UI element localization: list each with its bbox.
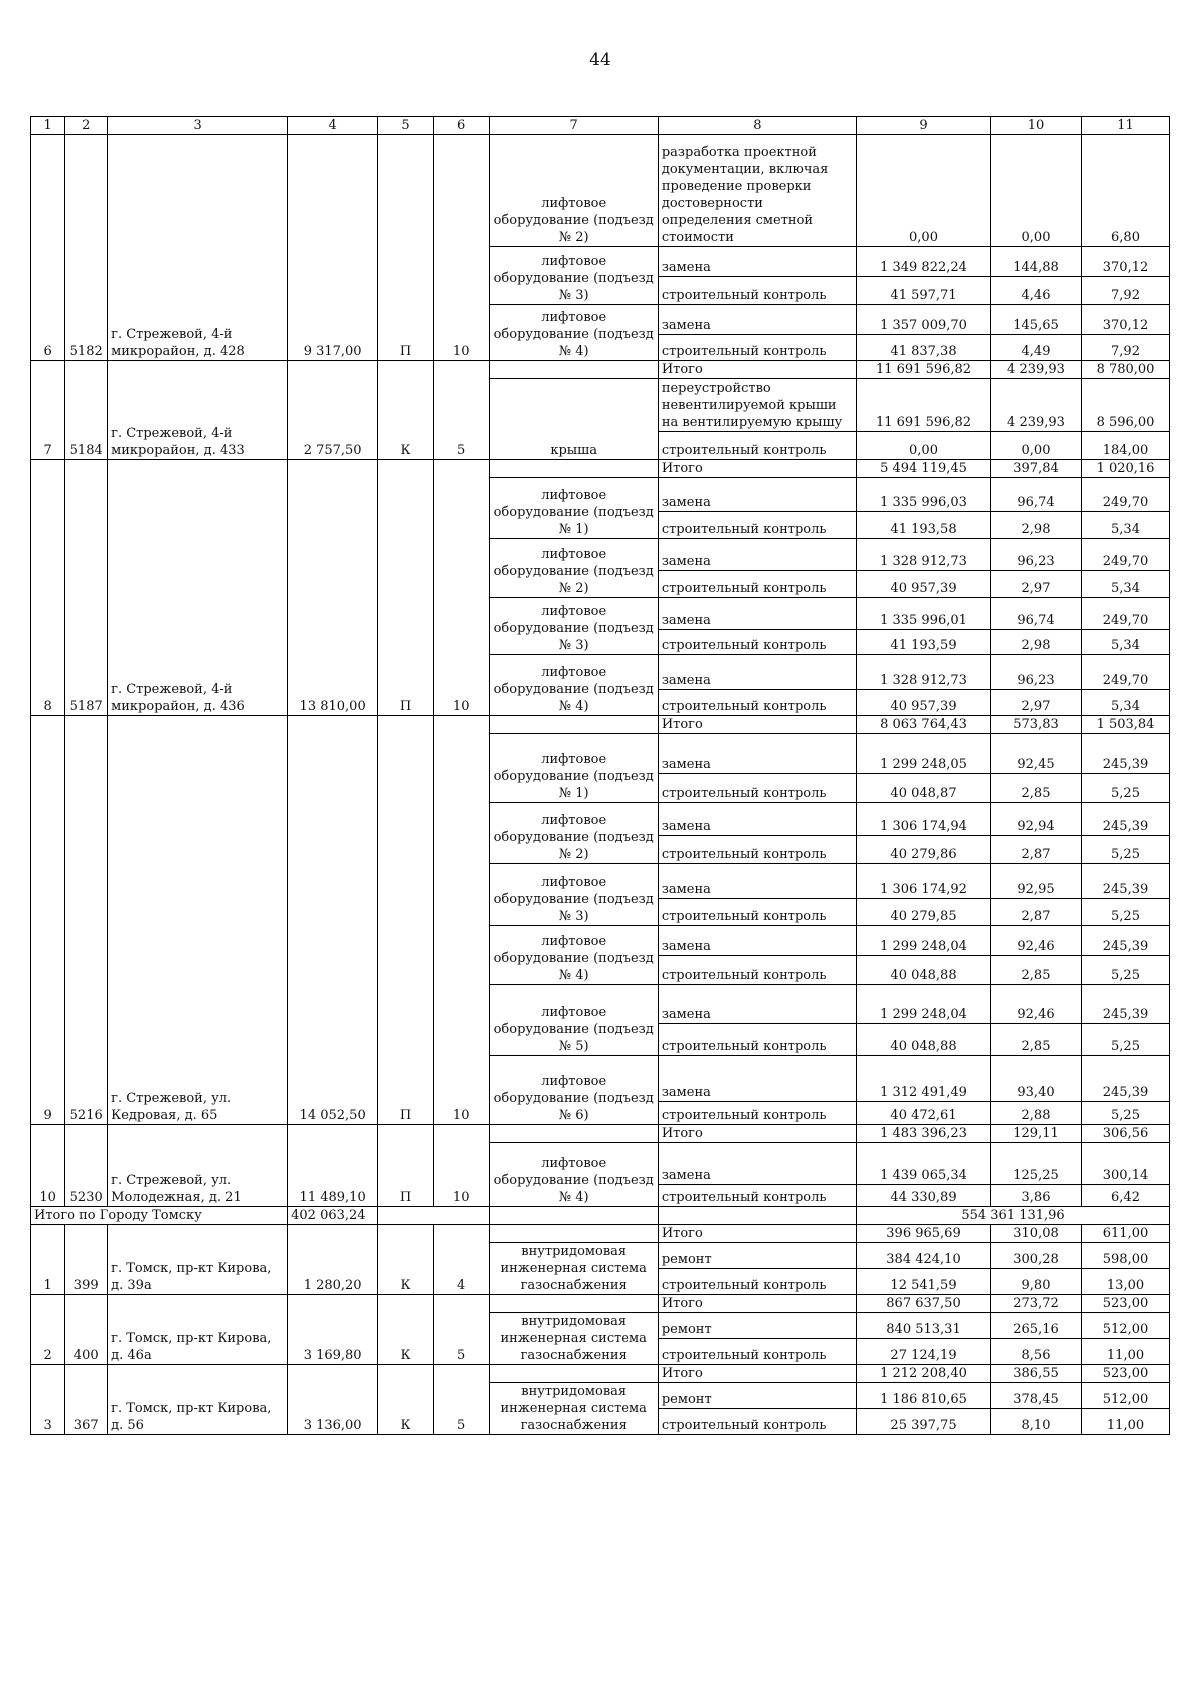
work-per-sqm: 92,45 xyxy=(990,734,1081,774)
object-floors: 10 xyxy=(433,716,489,1125)
work-per-sqm: 96,74 xyxy=(990,598,1081,630)
work-limit: 249,70 xyxy=(1082,598,1170,630)
page-number: 44 xyxy=(589,50,611,70)
work-per-sqm: 92,94 xyxy=(990,803,1081,836)
object-area: 3 136,00 xyxy=(288,1365,378,1435)
object-type: П xyxy=(378,1125,434,1207)
work-limit: 11,00 xyxy=(1082,1339,1170,1365)
work-limit: 245,39 xyxy=(1082,734,1170,774)
work-limit: 184,00 xyxy=(1082,432,1170,460)
work-cost: 0,00 xyxy=(857,135,991,247)
work-cost: 40 279,86 xyxy=(857,836,991,864)
work-type: строительный контроль xyxy=(658,1024,856,1056)
work-type: замена xyxy=(658,478,856,512)
header-cell: 10 xyxy=(990,117,1081,135)
total-limit: 523,00 xyxy=(1082,1295,1170,1313)
work-limit: 5,25 xyxy=(1082,956,1170,985)
work-limit: 300,14 xyxy=(1082,1143,1170,1185)
work-type: ремонт xyxy=(658,1383,856,1409)
city-total-area: 402 063,24 xyxy=(288,1207,378,1225)
total-blank-cell xyxy=(489,460,658,478)
total-cost: 396 965,69 xyxy=(857,1225,991,1243)
element-name: лифтовое оборудование (подъезд № 4) xyxy=(489,305,658,361)
total-row xyxy=(31,1125,1170,1143)
work-per-sqm: 2,97 xyxy=(990,690,1081,716)
total-limit: 611,00 xyxy=(1082,1225,1170,1243)
element-name: внутридомовая инженерная система газоснабжения xyxy=(489,1243,658,1295)
work-type: строительный контроль xyxy=(658,1269,856,1295)
total-row xyxy=(31,716,1170,734)
object-number: 2 xyxy=(31,1295,65,1365)
element-name: лифтовое оборудование (подъезд № 3) xyxy=(489,598,658,655)
work-type: строительный контроль xyxy=(658,432,856,460)
element-name: лифтовое оборудование (подъезд № 1) xyxy=(489,734,658,803)
work-type: строительный контроль xyxy=(658,335,856,361)
object-address: г. Томск, пр-кт Кирова, д. 46а xyxy=(108,1295,288,1365)
work-type: замена xyxy=(658,655,856,690)
total-label: Итого xyxy=(658,1125,856,1143)
work-type: замена xyxy=(658,926,856,956)
total-limit: 523,00 xyxy=(1082,1365,1170,1383)
work-cost: 40 048,88 xyxy=(857,956,991,985)
total-cost: 1 483 396,23 xyxy=(857,1125,991,1143)
work-cost: 40 957,39 xyxy=(857,571,991,598)
element-name: внутридомовая инженерная система газоснабжения xyxy=(489,1383,658,1435)
object-type: П xyxy=(378,460,434,716)
work-type: замена xyxy=(658,247,856,277)
object-code: 400 xyxy=(65,1295,108,1365)
work-cost: 27 124,19 xyxy=(857,1339,991,1365)
total-label: Итого xyxy=(658,460,856,478)
header-cell: 3 xyxy=(108,117,288,135)
work-limit: 5,34 xyxy=(1082,630,1170,655)
work-limit: 5,25 xyxy=(1082,774,1170,803)
work-per-sqm: 2,87 xyxy=(990,899,1081,926)
work-type: строительный контроль xyxy=(658,630,856,655)
work-cost: 41 597,71 xyxy=(857,277,991,305)
work-limit: 5,34 xyxy=(1082,690,1170,716)
work-cost: 1 349 822,24 xyxy=(857,247,991,277)
work-per-sqm: 0,00 xyxy=(990,135,1081,247)
object-area: 11 489,10 xyxy=(288,1125,378,1207)
work-type: замена xyxy=(658,734,856,774)
work-per-sqm: 2,85 xyxy=(990,774,1081,803)
element-name: лифтовое оборудование (подъезд № 6) xyxy=(489,1056,658,1125)
work-cost: 1 306 174,92 xyxy=(857,864,991,899)
work-type: замена xyxy=(658,305,856,335)
work-per-sqm: 2,97 xyxy=(990,571,1081,598)
work-limit: 598,00 xyxy=(1082,1243,1170,1269)
element-name: крыша xyxy=(489,379,658,460)
element-name: лифтовое оборудование (подъезд № 3) xyxy=(489,247,658,305)
work-cost: 1 306 174,94 xyxy=(857,803,991,836)
element-name: лифтовое оборудование (подъезд № 2) xyxy=(489,539,658,598)
total-blank-cell xyxy=(489,1295,658,1313)
element-name: лифтовое оборудование (подъезд № 3) xyxy=(489,864,658,926)
total-label: Итого xyxy=(658,1295,856,1313)
blank-cell xyxy=(489,1207,658,1225)
work-cost: 1 328 912,73 xyxy=(857,655,991,690)
element-name: лифтовое оборудование (подъезд № 4) xyxy=(489,655,658,716)
object-area: 2 757,50 xyxy=(288,361,378,460)
work-type: строительный контроль xyxy=(658,571,856,598)
total-cost: 867 637,50 xyxy=(857,1295,991,1313)
object-floors: 10 xyxy=(433,135,489,361)
total-label: Итого xyxy=(658,361,856,379)
object-address: г. Стрежевой, 4-й микрорайон, д. 428 xyxy=(108,135,288,361)
work-type: замена xyxy=(658,985,856,1024)
work-type: ремонт xyxy=(658,1243,856,1269)
work-type: строительный контроль xyxy=(658,1409,856,1435)
work-cost: 41 193,59 xyxy=(857,630,991,655)
work-cost: 40 472,61 xyxy=(857,1102,991,1125)
object-type: К xyxy=(378,1295,434,1365)
work-limit: 5,34 xyxy=(1082,571,1170,598)
total-label: Итого xyxy=(658,1365,856,1383)
work-per-sqm: 2,85 xyxy=(990,1024,1081,1056)
object-code: 5230 xyxy=(65,1125,108,1207)
blank-cell xyxy=(658,1207,856,1225)
work-type: строительный контроль xyxy=(658,899,856,926)
object-number: 3 xyxy=(31,1365,65,1435)
work-cost: 25 397,75 xyxy=(857,1409,991,1435)
header-cell: 9 xyxy=(857,117,991,135)
object-type: П xyxy=(378,135,434,361)
work-per-sqm: 300,28 xyxy=(990,1243,1081,1269)
header-row xyxy=(31,117,1170,135)
city-total-row xyxy=(31,1207,1170,1225)
work-per-sqm: 8,56 xyxy=(990,1339,1081,1365)
work-type: строительный контроль xyxy=(658,512,856,539)
total-blank-cell xyxy=(489,1365,658,1383)
work-limit: 370,12 xyxy=(1082,247,1170,277)
object-number: 10 xyxy=(31,1125,65,1207)
object-code: 5184 xyxy=(65,361,108,460)
work-cost: 1 186 810,65 xyxy=(857,1383,991,1409)
total-row xyxy=(31,1225,1170,1243)
work-cost: 1 299 248,05 xyxy=(857,734,991,774)
element-name: лифтовое оборудование (подъезд № 1) xyxy=(489,478,658,539)
header-cell: 7 xyxy=(489,117,658,135)
object-number: 9 xyxy=(31,716,65,1125)
work-limit: 7,92 xyxy=(1082,277,1170,305)
work-per-sqm: 145,65 xyxy=(990,305,1081,335)
capital-repair-table xyxy=(30,116,1170,1435)
work-limit: 245,39 xyxy=(1082,1056,1170,1102)
total-limit: 306,56 xyxy=(1082,1125,1170,1143)
header-cell: 11 xyxy=(1082,117,1170,135)
work-per-sqm: 93,40 xyxy=(990,1056,1081,1102)
total-blank-cell xyxy=(489,1225,658,1243)
work-limit: 370,12 xyxy=(1082,305,1170,335)
work-cost: 384 424,10 xyxy=(857,1243,991,1269)
object-type: К xyxy=(378,1225,434,1295)
work-type: строительный контроль xyxy=(658,836,856,864)
object-code: 5182 xyxy=(65,135,108,361)
work-limit: 249,70 xyxy=(1082,539,1170,571)
work-cost: 41 193,58 xyxy=(857,512,991,539)
object-type: К xyxy=(378,361,434,460)
work-limit: 13,00 xyxy=(1082,1269,1170,1295)
work-per-sqm: 96,23 xyxy=(990,539,1081,571)
object-number: 6 xyxy=(31,135,65,361)
work-per-sqm: 92,95 xyxy=(990,864,1081,899)
work-per-sqm: 2,85 xyxy=(990,956,1081,985)
work-limit: 8 596,00 xyxy=(1082,379,1170,432)
element-name: лифтовое оборудование (подъезд № 2) xyxy=(489,803,658,864)
header-cell: 8 xyxy=(658,117,856,135)
object-type: К xyxy=(378,1365,434,1435)
work-type: замена xyxy=(658,803,856,836)
element-name: лифтовое оборудование (подъезд № 4) xyxy=(489,926,658,985)
work-cost: 40 957,39 xyxy=(857,690,991,716)
header-cell: 6 xyxy=(433,117,489,135)
header-cell: 4 xyxy=(288,117,378,135)
object-address: г. Стрежевой, 4-й микрорайон, д. 433 xyxy=(108,361,288,460)
work-cost: 1 335 996,03 xyxy=(857,478,991,512)
work-per-sqm: 2,87 xyxy=(990,836,1081,864)
work-limit: 11,00 xyxy=(1082,1409,1170,1435)
work-per-sqm: 2,88 xyxy=(990,1102,1081,1125)
work-cost: 0,00 xyxy=(857,432,991,460)
total-label: Итого xyxy=(658,716,856,734)
work-per-sqm: 96,23 xyxy=(990,655,1081,690)
work-per-sqm: 144,88 xyxy=(990,247,1081,277)
work-cost: 1 312 491,49 xyxy=(857,1056,991,1102)
work-per-sqm: 125,25 xyxy=(990,1143,1081,1185)
work-per-sqm: 4 239,93 xyxy=(990,379,1081,432)
total-per-sqm: 310,08 xyxy=(990,1225,1081,1243)
city-total-sum: 554 361 131,96 xyxy=(857,1207,1170,1225)
total-limit: 8 780,00 xyxy=(1082,361,1170,379)
total-cost: 8 063 764,43 xyxy=(857,716,991,734)
work-type: переустройство невентилируемой крыши на вентилируемую крышу xyxy=(658,379,856,432)
work-limit: 5,25 xyxy=(1082,899,1170,926)
total-limit: 1 020,16 xyxy=(1082,460,1170,478)
work-limit: 249,70 xyxy=(1082,478,1170,512)
object-code: 5187 xyxy=(65,460,108,716)
work-limit: 6,42 xyxy=(1082,1185,1170,1207)
element-name: лифтовое оборудование (подъезд № 4) xyxy=(489,1143,658,1207)
total-cost: 1 212 208,40 xyxy=(857,1365,991,1383)
object-address: г. Стрежевой, ул. Кедровая, д. 65 xyxy=(108,716,288,1125)
header-cell: 1 xyxy=(31,117,65,135)
work-limit: 245,39 xyxy=(1082,803,1170,836)
work-limit: 5,25 xyxy=(1082,836,1170,864)
work-per-sqm: 8,10 xyxy=(990,1409,1081,1435)
object-address: г. Томск, пр-кт Кирова, д. 56 xyxy=(108,1365,288,1435)
object-floors: 5 xyxy=(433,1365,489,1435)
work-type: разработка проектной документации, включая проведение проверки достоверности определения сметной стоимости xyxy=(658,135,856,247)
work-per-sqm: 9,80 xyxy=(990,1269,1081,1295)
work-cost: 40 048,88 xyxy=(857,1024,991,1056)
work-type: замена xyxy=(658,598,856,630)
object-floors: 4 xyxy=(433,1225,489,1295)
work-cost: 840 513,31 xyxy=(857,1313,991,1339)
total-row xyxy=(31,460,1170,478)
work-type: строительный контроль xyxy=(658,1102,856,1125)
work-per-sqm: 378,45 xyxy=(990,1383,1081,1409)
work-limit: 5,25 xyxy=(1082,1024,1170,1056)
element-name: лифтовое оборудование (подъезд № 5) xyxy=(489,985,658,1056)
object-area: 14 052,50 xyxy=(288,716,378,1125)
total-blank-cell xyxy=(489,716,658,734)
object-area: 1 280,20 xyxy=(288,1225,378,1295)
total-blank-cell xyxy=(489,1125,658,1143)
work-per-sqm: 4,46 xyxy=(990,277,1081,305)
work-per-sqm: 2,98 xyxy=(990,630,1081,655)
object-code: 367 xyxy=(65,1365,108,1435)
city-total-label: Итого по Городу Томску xyxy=(31,1207,288,1225)
object-address: г. Стрежевой, 4-й микрорайон, д. 436 xyxy=(108,460,288,716)
work-cost: 1 328 912,73 xyxy=(857,539,991,571)
work-cost: 40 048,87 xyxy=(857,774,991,803)
work-cost: 41 837,38 xyxy=(857,335,991,361)
total-blank-cell xyxy=(489,361,658,379)
work-limit: 512,00 xyxy=(1082,1383,1170,1409)
work-type: строительный контроль xyxy=(658,1339,856,1365)
work-per-sqm: 265,16 xyxy=(990,1313,1081,1339)
work-cost: 1 439 065,34 xyxy=(857,1143,991,1185)
work-limit: 6,80 xyxy=(1082,135,1170,247)
work-limit: 245,39 xyxy=(1082,926,1170,956)
work-type: строительный контроль xyxy=(658,956,856,985)
work-cost: 1 299 248,04 xyxy=(857,926,991,956)
total-per-sqm: 4 239,93 xyxy=(990,361,1081,379)
object-floors: 5 xyxy=(433,361,489,460)
element-name: внутридомовая инженерная система газоснабжения xyxy=(489,1313,658,1365)
total-per-sqm: 386,55 xyxy=(990,1365,1081,1383)
work-type: строительный контроль xyxy=(658,1185,856,1207)
work-per-sqm: 2,98 xyxy=(990,512,1081,539)
total-per-sqm: 573,83 xyxy=(990,716,1081,734)
object-address: г. Томск, пр-кт Кирова, д. 39а xyxy=(108,1225,288,1295)
object-floors: 10 xyxy=(433,1125,489,1207)
work-type: ремонт xyxy=(658,1313,856,1339)
work-limit: 245,39 xyxy=(1082,864,1170,899)
element-name: лифтовое оборудование (подъезд № 2) xyxy=(489,135,658,247)
total-per-sqm: 397,84 xyxy=(990,460,1081,478)
total-label: Итого xyxy=(658,1225,856,1243)
work-per-sqm: 96,74 xyxy=(990,478,1081,512)
object-type: П xyxy=(378,716,434,1125)
object-number: 7 xyxy=(31,361,65,460)
work-limit: 249,70 xyxy=(1082,655,1170,690)
work-cost: 44 330,89 xyxy=(857,1185,991,1207)
work-cost: 1 357 009,70 xyxy=(857,305,991,335)
object-number: 8 xyxy=(31,460,65,716)
work-type: строительный контроль xyxy=(658,690,856,716)
work-limit: 5,25 xyxy=(1082,1102,1170,1125)
work-limit: 512,00 xyxy=(1082,1313,1170,1339)
work-type: замена xyxy=(658,864,856,899)
work-type: строительный контроль xyxy=(658,277,856,305)
object-area: 3 169,80 xyxy=(288,1295,378,1365)
work-cost: 12 541,59 xyxy=(857,1269,991,1295)
work-cost: 1 335 996,01 xyxy=(857,598,991,630)
work-per-sqm: 4,49 xyxy=(990,335,1081,361)
object-address: г. Стрежевой, ул. Молодежная, д. 21 xyxy=(108,1125,288,1207)
object-floors: 5 xyxy=(433,1295,489,1365)
total-cost: 5 494 119,45 xyxy=(857,460,991,478)
total-limit: 1 503,84 xyxy=(1082,716,1170,734)
header-cell: 5 xyxy=(378,117,434,135)
object-number: 1 xyxy=(31,1225,65,1295)
work-type: строительный контроль xyxy=(658,774,856,803)
work-type: замена xyxy=(658,539,856,571)
work-per-sqm: 0,00 xyxy=(990,432,1081,460)
total-per-sqm: 129,11 xyxy=(990,1125,1081,1143)
total-row xyxy=(31,1295,1170,1313)
object-code: 399 xyxy=(65,1225,108,1295)
work-limit: 5,34 xyxy=(1082,512,1170,539)
work-limit: 7,92 xyxy=(1082,335,1170,361)
work-cost: 11 691 596,82 xyxy=(857,379,991,432)
header-cell: 2 xyxy=(65,117,108,135)
total-row xyxy=(31,361,1170,379)
total-per-sqm: 273,72 xyxy=(990,1295,1081,1313)
work-per-sqm: 92,46 xyxy=(990,926,1081,956)
object-area: 13 810,00 xyxy=(288,460,378,716)
work-cost: 1 299 248,04 xyxy=(857,985,991,1024)
total-cost: 11 691 596,82 xyxy=(857,361,991,379)
object-floors: 10 xyxy=(433,460,489,716)
work-per-sqm: 3,86 xyxy=(990,1185,1081,1207)
work-row xyxy=(31,135,1170,247)
work-type: замена xyxy=(658,1056,856,1102)
work-limit: 245,39 xyxy=(1082,985,1170,1024)
total-row xyxy=(31,1365,1170,1383)
work-type: замена xyxy=(658,1143,856,1185)
object-code: 5216 xyxy=(65,716,108,1125)
work-per-sqm: 92,46 xyxy=(990,985,1081,1024)
blank-cell xyxy=(378,1207,489,1225)
table-body xyxy=(31,117,1170,1435)
work-cost: 40 279,85 xyxy=(857,899,991,926)
object-area: 9 317,00 xyxy=(288,135,378,361)
